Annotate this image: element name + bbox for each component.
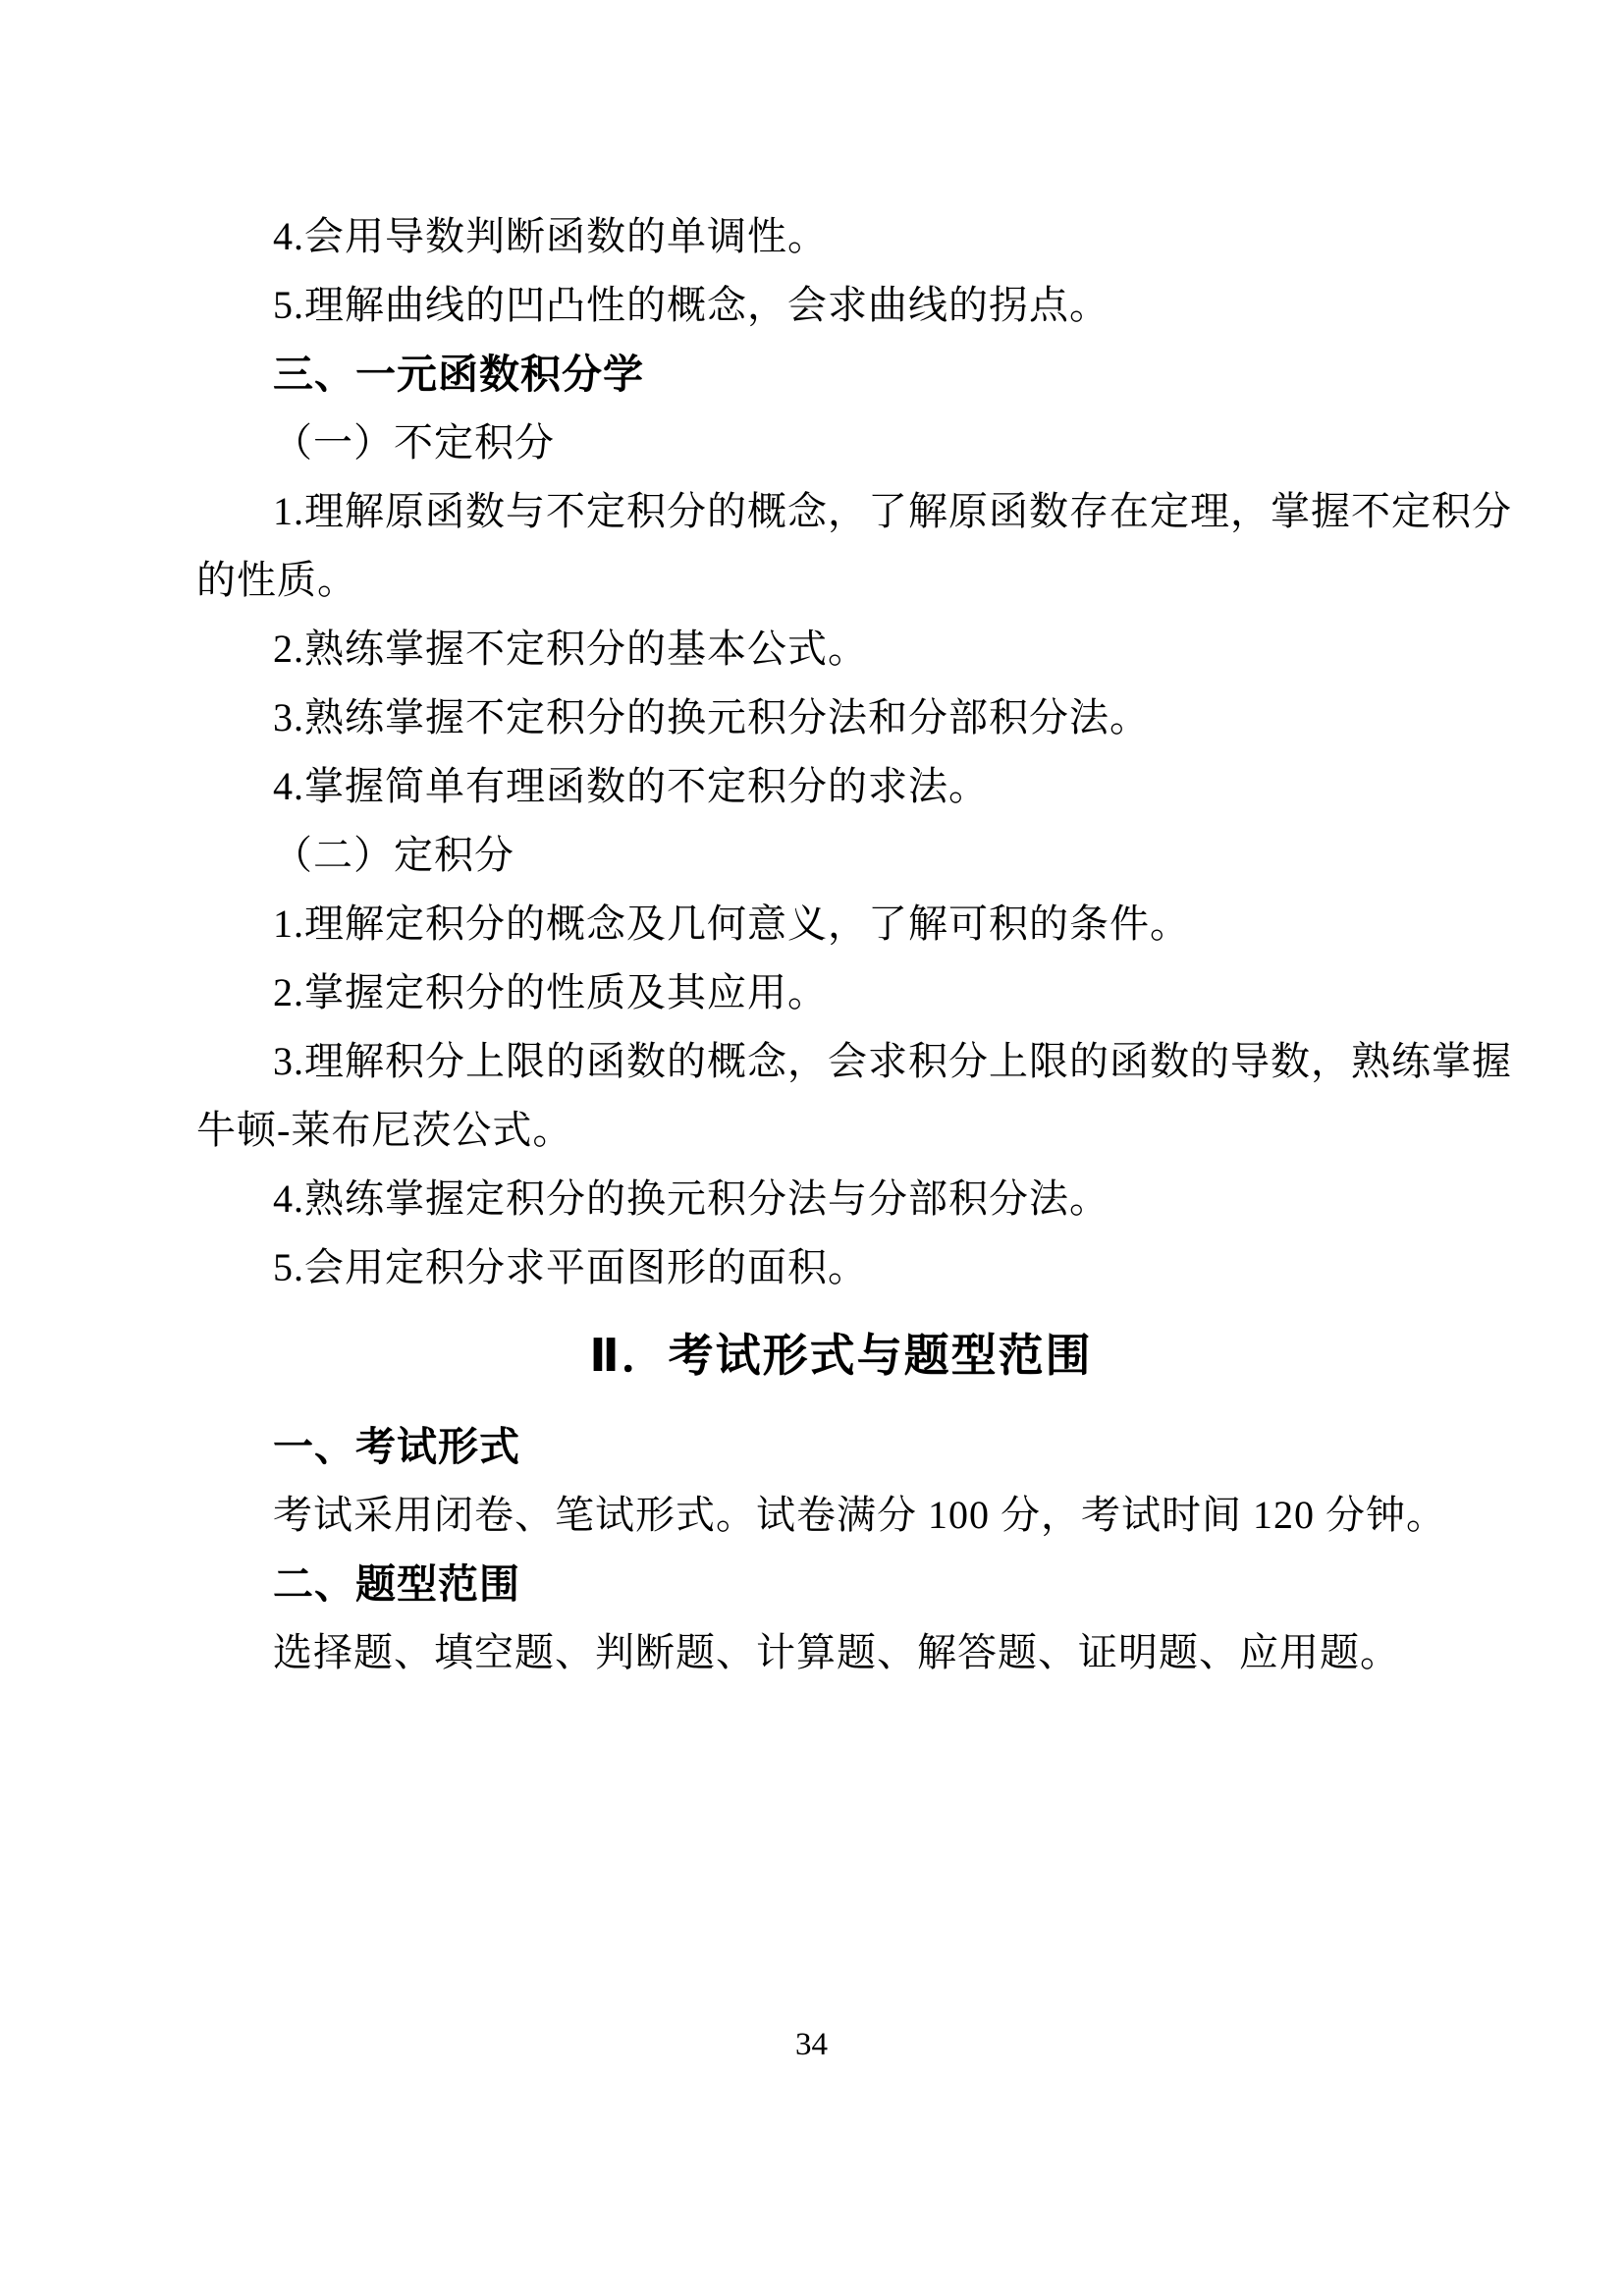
doc-line: 1.理解定积分的概念及几何意义，了解可积的条件。 — [273, 902, 1190, 946]
doc-line: 2.熟练掌握不定积分的基本公式。 — [273, 627, 868, 671]
heading-integral-calculus: 三、一元函数积分学 — [273, 352, 644, 397]
doc-line: 4.熟练掌握定积分的换元积分法与分部积分法。 — [273, 1176, 1109, 1221]
document-body — [196, 202, 1512, 1687]
doc-line: 选择题、填空题、判断题、计算题、解答题、证明题、应用题。 — [273, 1630, 1400, 1674]
doc-line: 2.掌握定积分的性质及其应用。 — [273, 970, 828, 1014]
doc-line: 3.理解积分上限的函数的概念，会求积分上限的函数的导数，熟练掌握 — [273, 1039, 1512, 1083]
doc-line-continuation: 牛顿-莱布尼茨公式。 — [196, 1108, 573, 1152]
doc-line-continuation: 的性质。 — [196, 558, 357, 602]
doc-line: 3.熟练掌握不定积分的换元积分法和分部积分法。 — [273, 695, 1150, 739]
heading-question-types: 二、题型范围 — [273, 1561, 520, 1607]
doc-line: 1.理解原函数与不定积分的概念，了解原函数存在定理，掌握不定积分 — [273, 489, 1512, 533]
doc-line: 4.掌握简单有理函数的不定积分的求法。 — [273, 764, 989, 808]
heading-exam-form: 一、考试形式 — [273, 1424, 520, 1469]
doc-line: 5.会用定积分求平面图形的面积。 — [273, 1245, 868, 1289]
doc-line: 考试采用闭卷、笔试形式。试卷满分 100 分，考试时间 120 分钟。 — [273, 1493, 1446, 1537]
page-number: 34 — [795, 2027, 828, 2062]
part2-title: Ⅱ．考试形式与题型范围 — [589, 1330, 1093, 1381]
subheading-definite-integral: （二）定积分 — [273, 833, 514, 877]
subheading-indefinite-integral: （一）不定积分 — [273, 420, 555, 465]
doc-line: 4.会用导数判断函数的单调性。 — [273, 214, 828, 258]
doc-line: 5.理解曲线的凹凸性的概念，会求曲线的拐点。 — [273, 283, 1109, 327]
